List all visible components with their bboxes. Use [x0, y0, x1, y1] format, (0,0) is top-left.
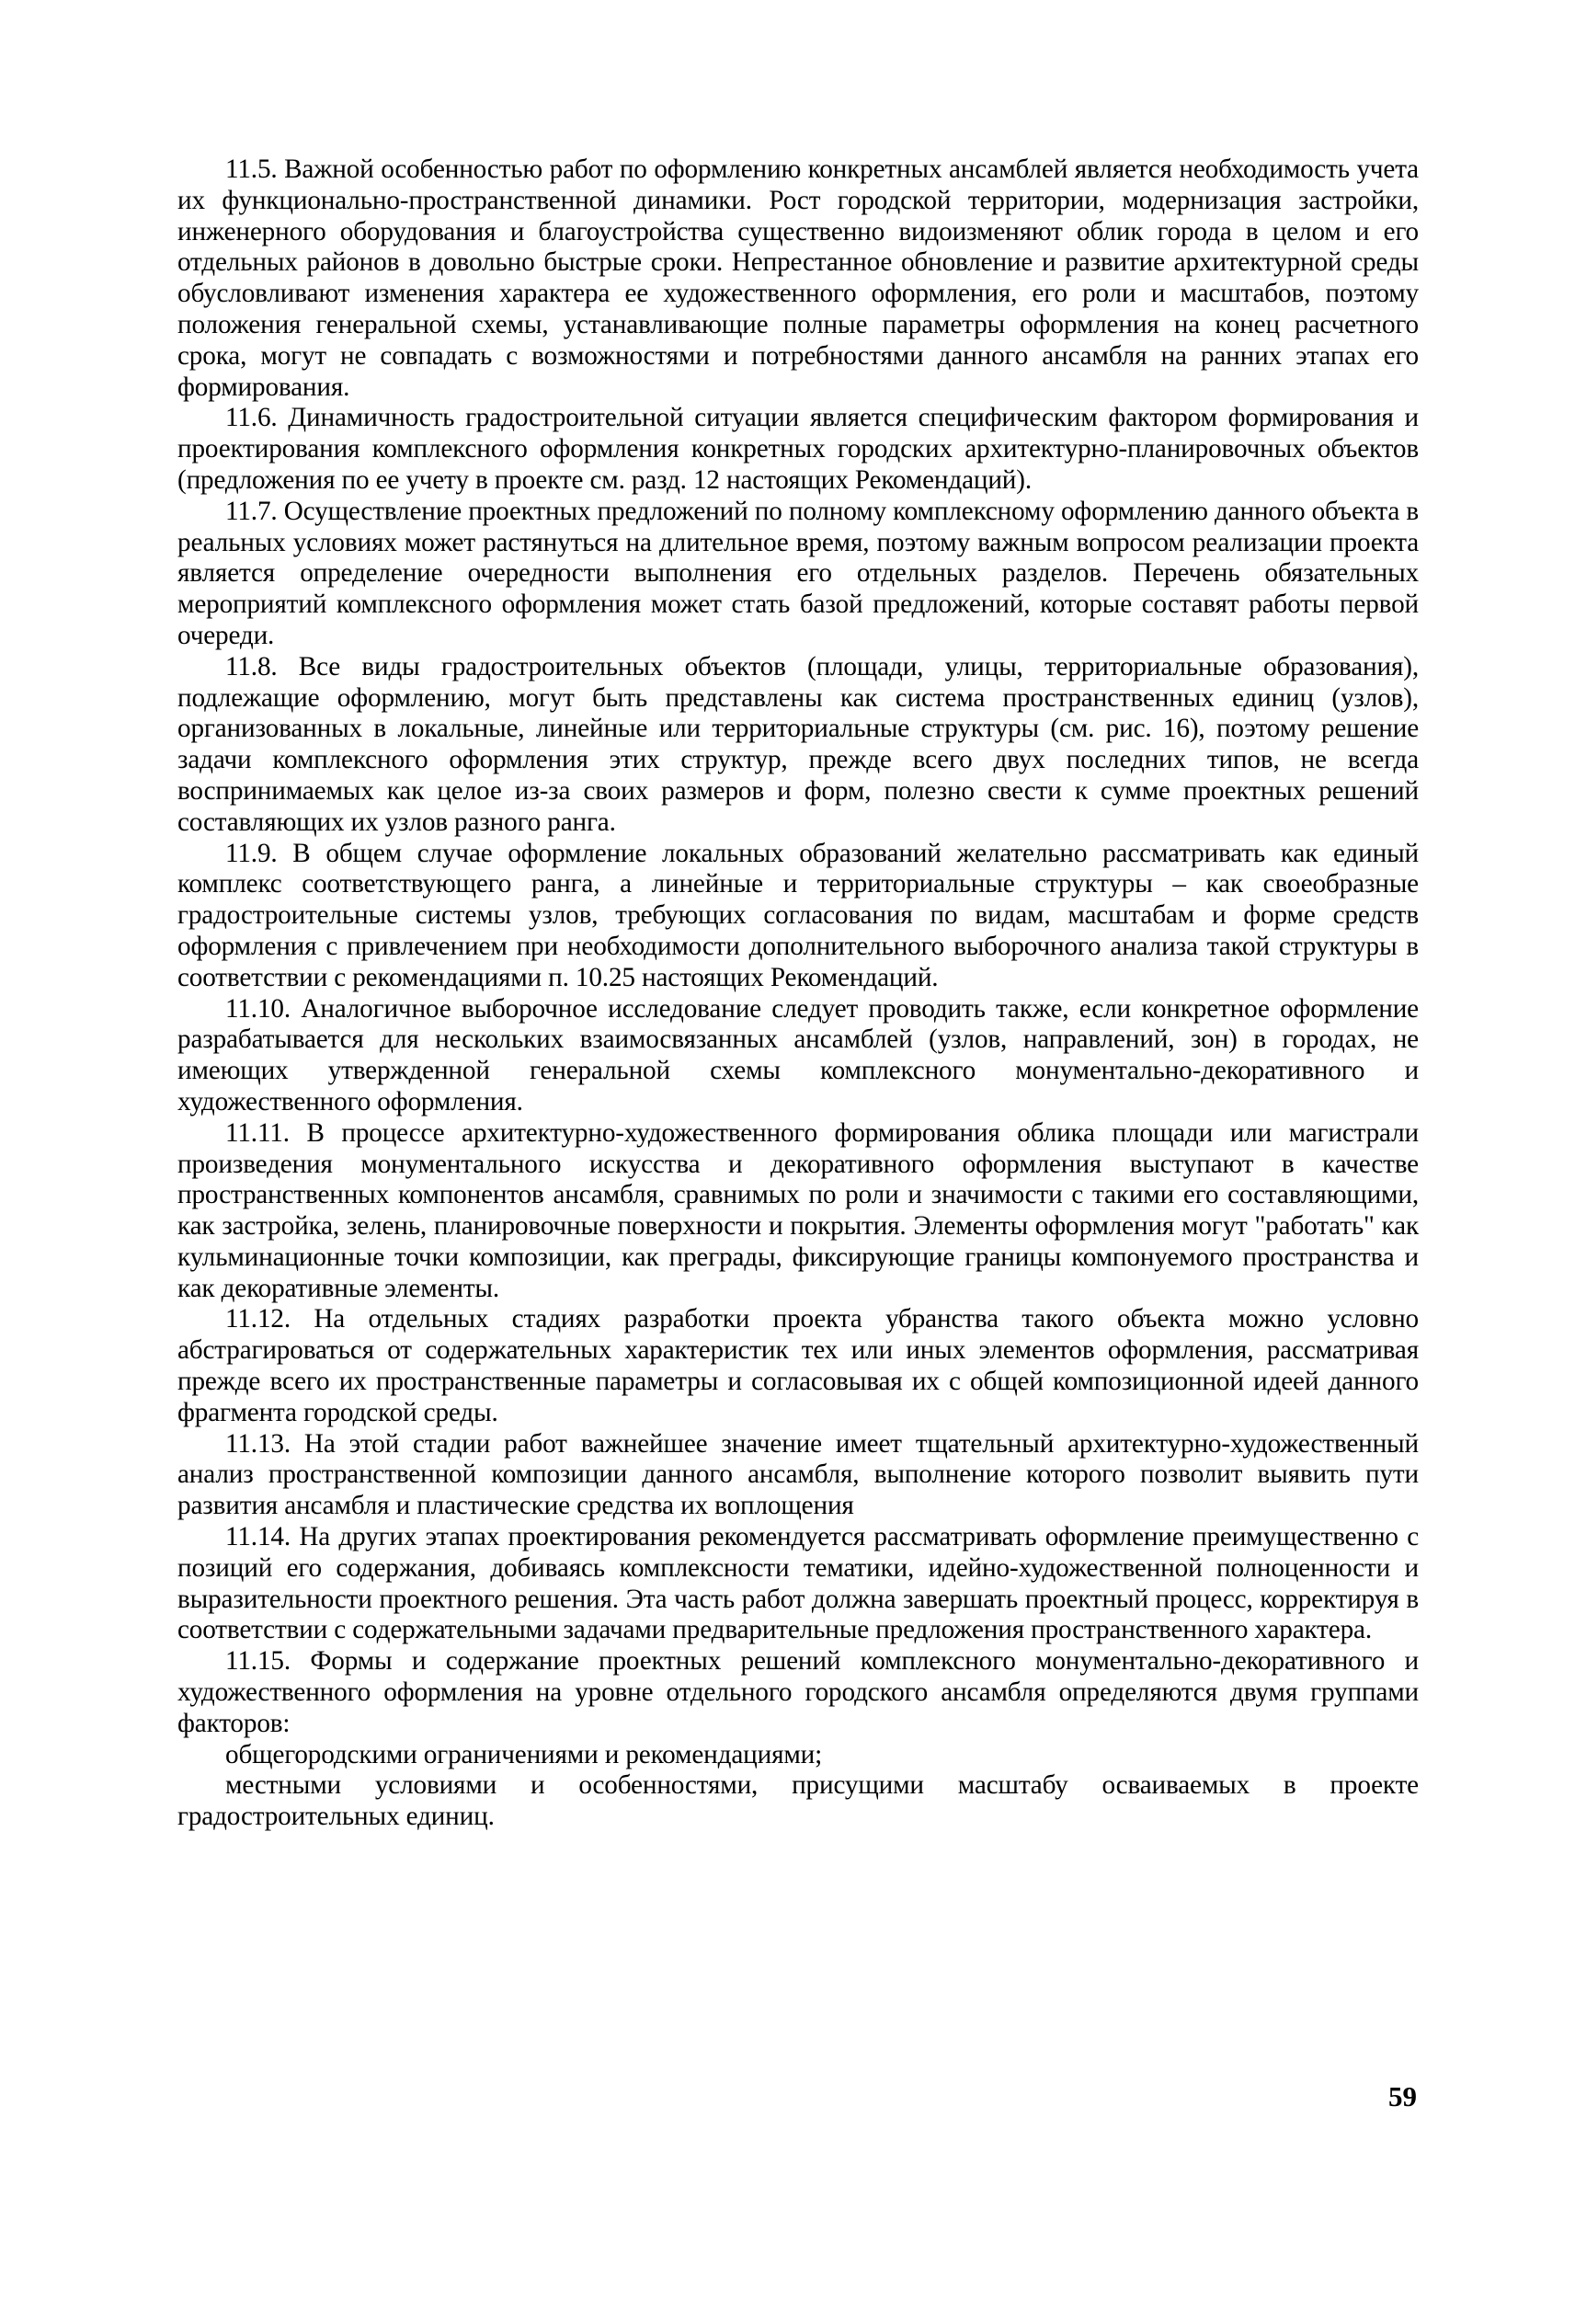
paragraph-11-6: 11.6. Динамичность градостроительной ситуации является специфическим фактором формирования и проектирования комплексного оформления конкретных городских архитектурно-планировочных объектов (предложения по ее учету в проекте см. разд. 12 настоящих Рекомендаций).	[177, 403, 1419, 495]
paragraph-11-8: 11.8. Все виды градостроительных объектов (площади, улицы, территориальные образования), подлежащие оформлению, могут быть представлены как система пространственных единиц (узлов), организованных в локальные, линейные или территориальные структуры (см. рис. 16), поэтому решение задачи комплексного оформления этих структур, прежде всего двух последних типов, не всегда воспринимаемых как целое из-за своих размеров и форм, полезно свести к сумме проектных решений составляющих их узлов разного ранга.	[177, 651, 1419, 837]
page-number: 59	[1388, 2080, 1417, 2112]
page-body	[177, 155, 1419, 2196]
paragraph-11-15: 11.15. Формы и содержание проектных решений комплексного монументально-декоративного и художественного оформления на уровне отдельного городского ансамбля определяются двумя группами факторов:	[177, 1646, 1419, 1738]
list-item-local-conditions: местными условиями и особенностями, присущими масштабу осваиваемых в проекте градостроительных единиц.	[177, 1770, 1419, 1832]
list-item-citywide-limits: общегородскими ограничениями и рекомендациями;	[225, 1739, 823, 1769]
paragraph-11-13: 11.13. На этой стадии работ важнейшее значение имеет тщательный архитектурно-художественный анализ пространственной композиции данного ансамбля, выполнение которого позволит выявить пути развития ансамбля и пластические средства их воплощения	[177, 1428, 1419, 1521]
paragraph-11-7: 11.7. Осуществление проектных предложений по полному комплексному оформлению данного объекта в реальных условиях может растянуться на длительное время, поэтому важным вопросом реализации проекта является определение очередности выполнения его отдельных разделов. Перечень обязательных мероприятий комплексного оформления может стать базой предложений, которые составят работы первой очереди.	[177, 496, 1419, 650]
paragraph-11-14: 11.14. На других этапах проектирования рекомендуется рассматривать оформление преимущественно с позиций его содержания, добиваясь комплексности тематики, идейно-художественной полноценности и выразительности проектного решения. Эта часть работ должна завершать проектный процесс, корректируя в соответствии с содержательными задачами предварительные предложения пространственного характера.	[177, 1522, 1419, 1645]
paragraph-11-11: 11.11. В процессе архитектурно-художественного формирования облика площади или магистрали произведения монументального искусства и декоративного оформления выступают в качестве пространственных компонентов ансамбля, сравнимых по роли и значимости с такими его составляющими, как застройка, зелень, планировочные поверхности и покрытия. Элементы оформления могут "работать" как кульминационные точки композиции, как преграды, фиксирующие границы компонуемого пространства и как декоративные элементы.	[177, 1117, 1419, 1303]
paragraph-11-5: 11.5. Важной особенностью работ по оформлению конкретных ансамблей является необходимость учета их функционально-пространственной динамики. Рост городской территории, модернизация застройки, инженерного оборудования и благоустройства существенно видоизменяют облик города в целом и его отдельных районов в довольно быстрые сроки. Непрестанное обновление и развитие архитектурной среды обусловливают изменения характера ее художественного оформления, его роли и масштабов, поэтому положения генеральной схемы, устанавливающие полные параметры оформления на конец расчетного срока, могут не совпадать с возможностями и потребностями данного ансамбля на ранних этапах его формирования.	[177, 155, 1419, 402]
paragraph-11-9: 11.9. В общем случае оформление локальных образований желательно рассматривать как единый комплекс соответствующего ранга, а линейные и территориальные структуры – как своеобразные градостроительные системы узлов, требующих согласования по видам, масштабам и форме средств оформления с привлечением при необходимости дополнительного выборочного анализа такой структуры в соответствии с рекомендациями п. 10.25 настоящих Рекомендаций.	[177, 838, 1419, 992]
paragraph-11-10: 11.10. Аналогичное выборочное исследование следует проводить также, если конкретное оформление разрабатывается для нескольких взаимосвязанных ансамблей (узлов, направлений, зон) в городах, не имеющих утвержденной генеральной схемы комплексного монументально-декоративного и художественного оформления.	[177, 993, 1419, 1116]
paragraph-11-12: 11.12. На отдельных стадиях разработки проекта убранства такого объекта можно условно абстрагироваться от содержательных характеристик тех или иных элементов оформления, рассматривая прежде всего их пространственные параметры и согласовывая их с общей композиционной идеей данного фрагмента городской среды.	[177, 1304, 1419, 1427]
